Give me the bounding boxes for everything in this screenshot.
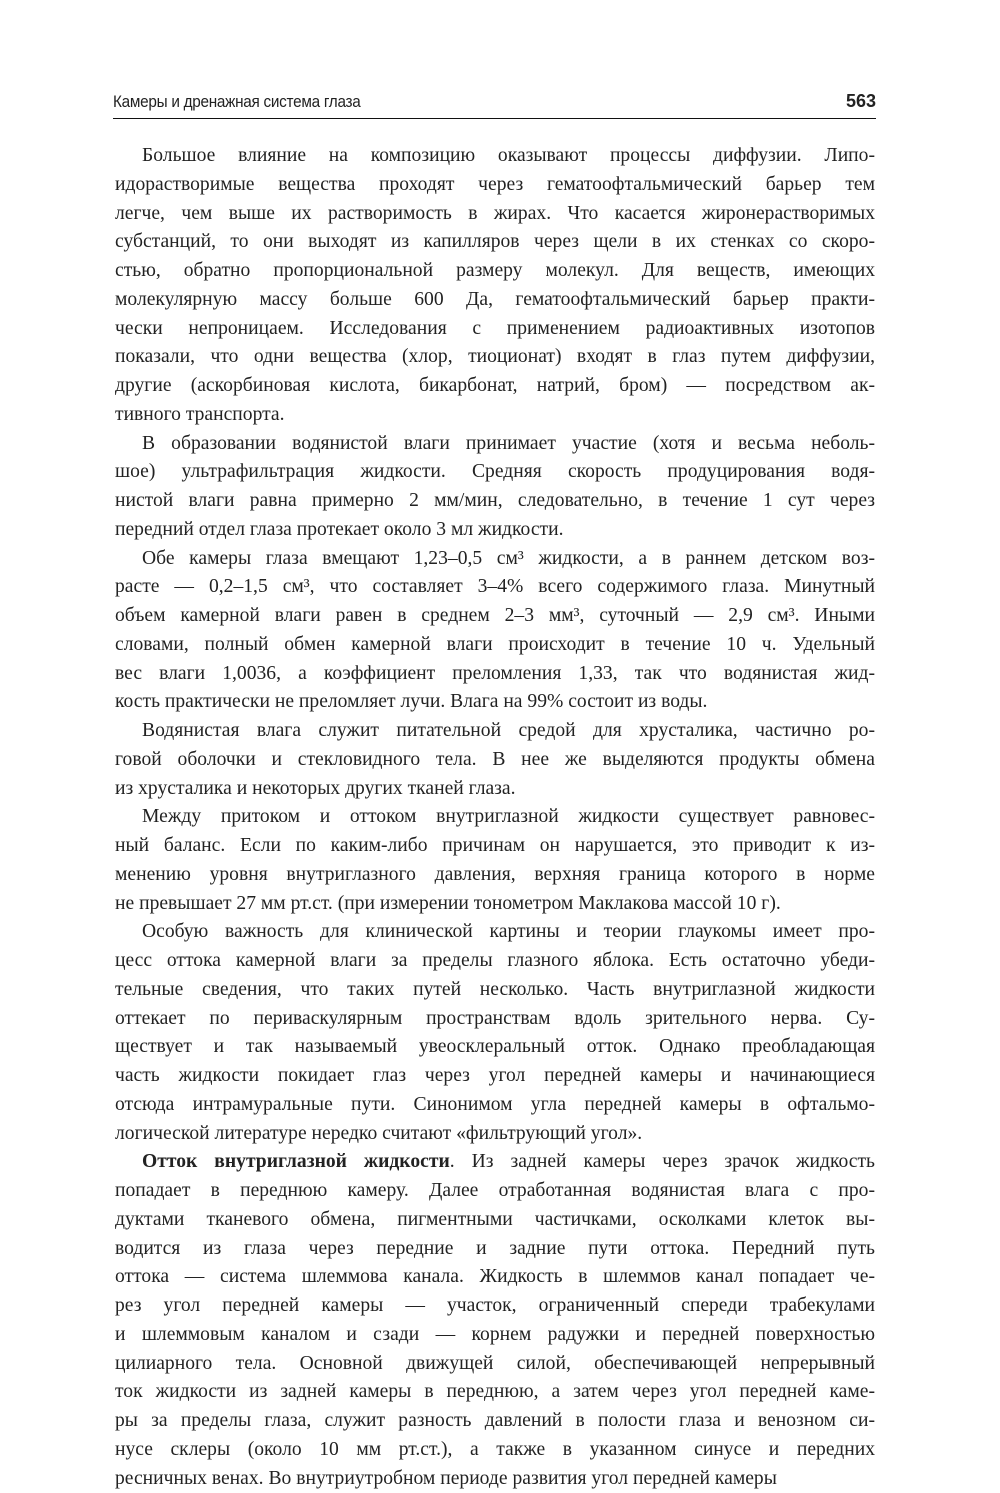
line-text: молекулярную массу больше 600 Да, гематоофтальмический барьер практи-	[115, 289, 875, 310]
line-text: не превышает 27 мм рт.ст. (при измерении тонометром Маклакова массой 10 г).	[115, 893, 781, 914]
line-text: ток жидкости из задней камеры в переднюю, а затем через угол передней каме-	[115, 1381, 875, 1402]
text-line	[115, 1292, 875, 1321]
text-line	[115, 775, 875, 804]
text-line	[115, 602, 875, 631]
text-line	[115, 343, 875, 372]
running-title: Камеры и дренажная система глаза	[113, 92, 361, 112]
line-text: ресничных венах. Во внутриутробном периоде развития угол передней камеры	[115, 1468, 777, 1489]
line-text: показали, что одни вещества (хлор, тиоционат) входят в глаз путем диффузии,	[115, 346, 875, 367]
line-text: кость практически не преломляет лучи. Влага на 99% состоит из воды.	[115, 691, 707, 712]
line-text: объем камерной влаги равен в среднем 2–3 мм³, суточный — 2,9 см³. Иными	[115, 605, 875, 626]
text-line	[115, 1436, 875, 1465]
line-text: стью, обратно пропорциональной размеру молекул. Для веществ, имеющих	[115, 260, 875, 281]
paragraph	[115, 918, 875, 1148]
bold-lead: Отток внутриглазной жидкости	[142, 1151, 450, 1172]
line-text: шое) ультрафильтрация жидкости. Средняя скорость продуцирования водя-	[115, 461, 875, 482]
text-line	[115, 1378, 875, 1407]
text-line	[115, 631, 875, 660]
text-line	[115, 1120, 875, 1149]
text-line	[115, 746, 875, 775]
text-line	[115, 430, 875, 459]
text-line	[115, 1091, 875, 1120]
text-line	[115, 976, 875, 1005]
line-text: говой оболочки и стекловидного тела. В нее же выделяются продукты обмена	[115, 749, 875, 770]
body-text	[115, 142, 875, 1493]
line-text: субстанций, то они выходят из капилляров через щели в их стенках со скоро-	[115, 231, 875, 252]
page-number: 563	[846, 91, 876, 112]
line-text: рез угол передней камеры — участок, ограниченный спереди трабекулами	[115, 1295, 875, 1316]
running-header	[113, 90, 876, 119]
line-text: дуктами тканевого обмена, пигментными частичками, осколками клеток вы-	[115, 1209, 875, 1230]
line-text: тельные сведения, что таких путей несколько. Часть внутриглазной жидкости	[115, 979, 875, 1000]
line-text: и шлеммовым каналом и сзади — корнем радужки и передней поверхностью	[115, 1324, 875, 1345]
line-text: нистой влаги равна примерно 2 мм/мин, следовательно, в течение 1 сут через	[115, 490, 875, 511]
text-line	[115, 401, 875, 430]
line-text: легче, чем выше их растворимость в жирах. Что касается жиронерастворимых	[115, 203, 875, 224]
text-line	[115, 717, 875, 746]
text-line	[115, 803, 875, 832]
line-text: . Из задней камеры через зрачок жидкость	[450, 1151, 875, 1172]
text-line	[115, 1235, 875, 1264]
line-text: оттока — система шлеммова канала. Жидкость в шлеммов канал попадает че-	[115, 1266, 875, 1287]
paragraph	[115, 545, 875, 718]
line-text: оттекает по периваскулярным пространствам вдоль зрительного нерва. Су-	[115, 1008, 875, 1029]
text-line	[115, 1033, 875, 1062]
line-text: ры за пределы глаза, служит разность давлений в полости глаза и венозном си-	[115, 1410, 875, 1431]
text-line	[115, 516, 875, 545]
text-line	[115, 1148, 875, 1177]
paragraph	[115, 142, 875, 430]
paragraph	[115, 430, 875, 545]
text-line	[115, 545, 875, 574]
paragraph	[115, 1148, 875, 1493]
line-text: отсюда интрамуральные пути. Синонимом угла передней камеры в офтальмо-	[115, 1094, 875, 1115]
line-text: вес влаги 1,0036, а коэффициент преломления 1,33, так что водянистая жид-	[115, 663, 875, 684]
text-line	[115, 573, 875, 602]
line-text: В образовании водянистой влаги принимает участие (хотя и весьма неболь-	[142, 433, 875, 454]
line-text: другие (аскорбиновая кислота, бикарбонат, натрий, бром) — посредством ак-	[115, 375, 875, 396]
line-text: Водянистая влага служит питательной средой для хрусталика, частично ро-	[142, 720, 875, 741]
text-line	[115, 947, 875, 976]
text-line	[115, 458, 875, 487]
text-line	[115, 890, 875, 919]
text-line	[115, 315, 875, 344]
line-text: часть жидкости покидает глаз через угол передней камеры и начинающиеся	[115, 1065, 875, 1086]
text-line	[115, 1206, 875, 1235]
line-text: передний отдел глаза протекает около 3 мл жидкости.	[115, 519, 563, 540]
text-line	[115, 1321, 875, 1350]
text-line	[115, 1407, 875, 1436]
text-line	[115, 257, 875, 286]
line-text: Особую важность для клинической картины и теории глаукомы имеет про-	[142, 921, 875, 942]
line-text: логической литературе нередко считают «фильтрующий угол».	[115, 1123, 642, 1144]
text-line	[115, 1177, 875, 1206]
text-line	[115, 1350, 875, 1379]
text-line	[115, 1062, 875, 1091]
text-line	[115, 286, 875, 315]
line-text: Большое влияние на композицию оказывают процессы диффузии. Липо-	[142, 145, 875, 166]
line-text: идорастворимые вещества проходят через гематоофтальмический барьер тем	[115, 174, 875, 195]
text-line	[115, 918, 875, 947]
text-line	[115, 1263, 875, 1292]
text-line	[115, 1465, 875, 1493]
paragraph	[115, 717, 875, 803]
text-line	[115, 861, 875, 890]
line-text: расте — 0,2–1,5 см³, что составляет 3–4% всего содержимого глаза. Минутный	[115, 576, 875, 597]
text-line	[115, 200, 875, 229]
line-text: цесс оттока камерной влаги за пределы глазного яблока. Есть остаточно убеди-	[115, 950, 875, 971]
line-text: из хрусталика и некоторых других тканей глаза.	[115, 778, 516, 799]
line-text: ществует и так называемый увеосклеральный отток. Однако преобладающая	[115, 1036, 875, 1057]
text-line	[115, 487, 875, 516]
line-text: Между притоком и оттоком внутриглазной жидкости существует равновес-	[142, 806, 875, 827]
text-line	[115, 660, 875, 689]
line-text: нусе склеры (около 10 мм рт.ст.), а также в указанном синусе и передних	[115, 1439, 875, 1460]
line-text: тивного транспорта.	[115, 404, 285, 425]
line-text: Обе камеры глаза вмещают 1,23–0,5 см³ жидкости, а в раннем детском воз-	[142, 548, 875, 569]
line-text: словами, полный обмен камерной влаги происходит в течение 10 ч. Удельный	[115, 634, 875, 655]
paragraph	[115, 803, 875, 918]
line-text: чески непроницаем. Исследования с применением радиоактивных изотопов	[115, 318, 875, 339]
line-text: менению уровня внутриглазного давления, верхняя граница которого в норме	[115, 864, 875, 885]
text-line	[115, 1005, 875, 1034]
line-text: водится из глаза через передние и задние пути оттока. Передний путь	[115, 1238, 875, 1259]
text-line	[115, 832, 875, 861]
line-text: цилиарного тела. Основной движущей силой, обеспечивающей непрерывный	[115, 1353, 875, 1374]
text-line	[115, 688, 875, 717]
text-line	[115, 171, 875, 200]
line-text: попадает в переднюю камеру. Далее отработанная водянистая влага с про-	[115, 1180, 875, 1201]
text-line	[115, 228, 875, 257]
line-text: ный баланс. Если по каким-либо причинам он нарушается, это приводит к из-	[115, 835, 875, 856]
text-line	[115, 372, 875, 401]
text-line	[115, 142, 875, 171]
